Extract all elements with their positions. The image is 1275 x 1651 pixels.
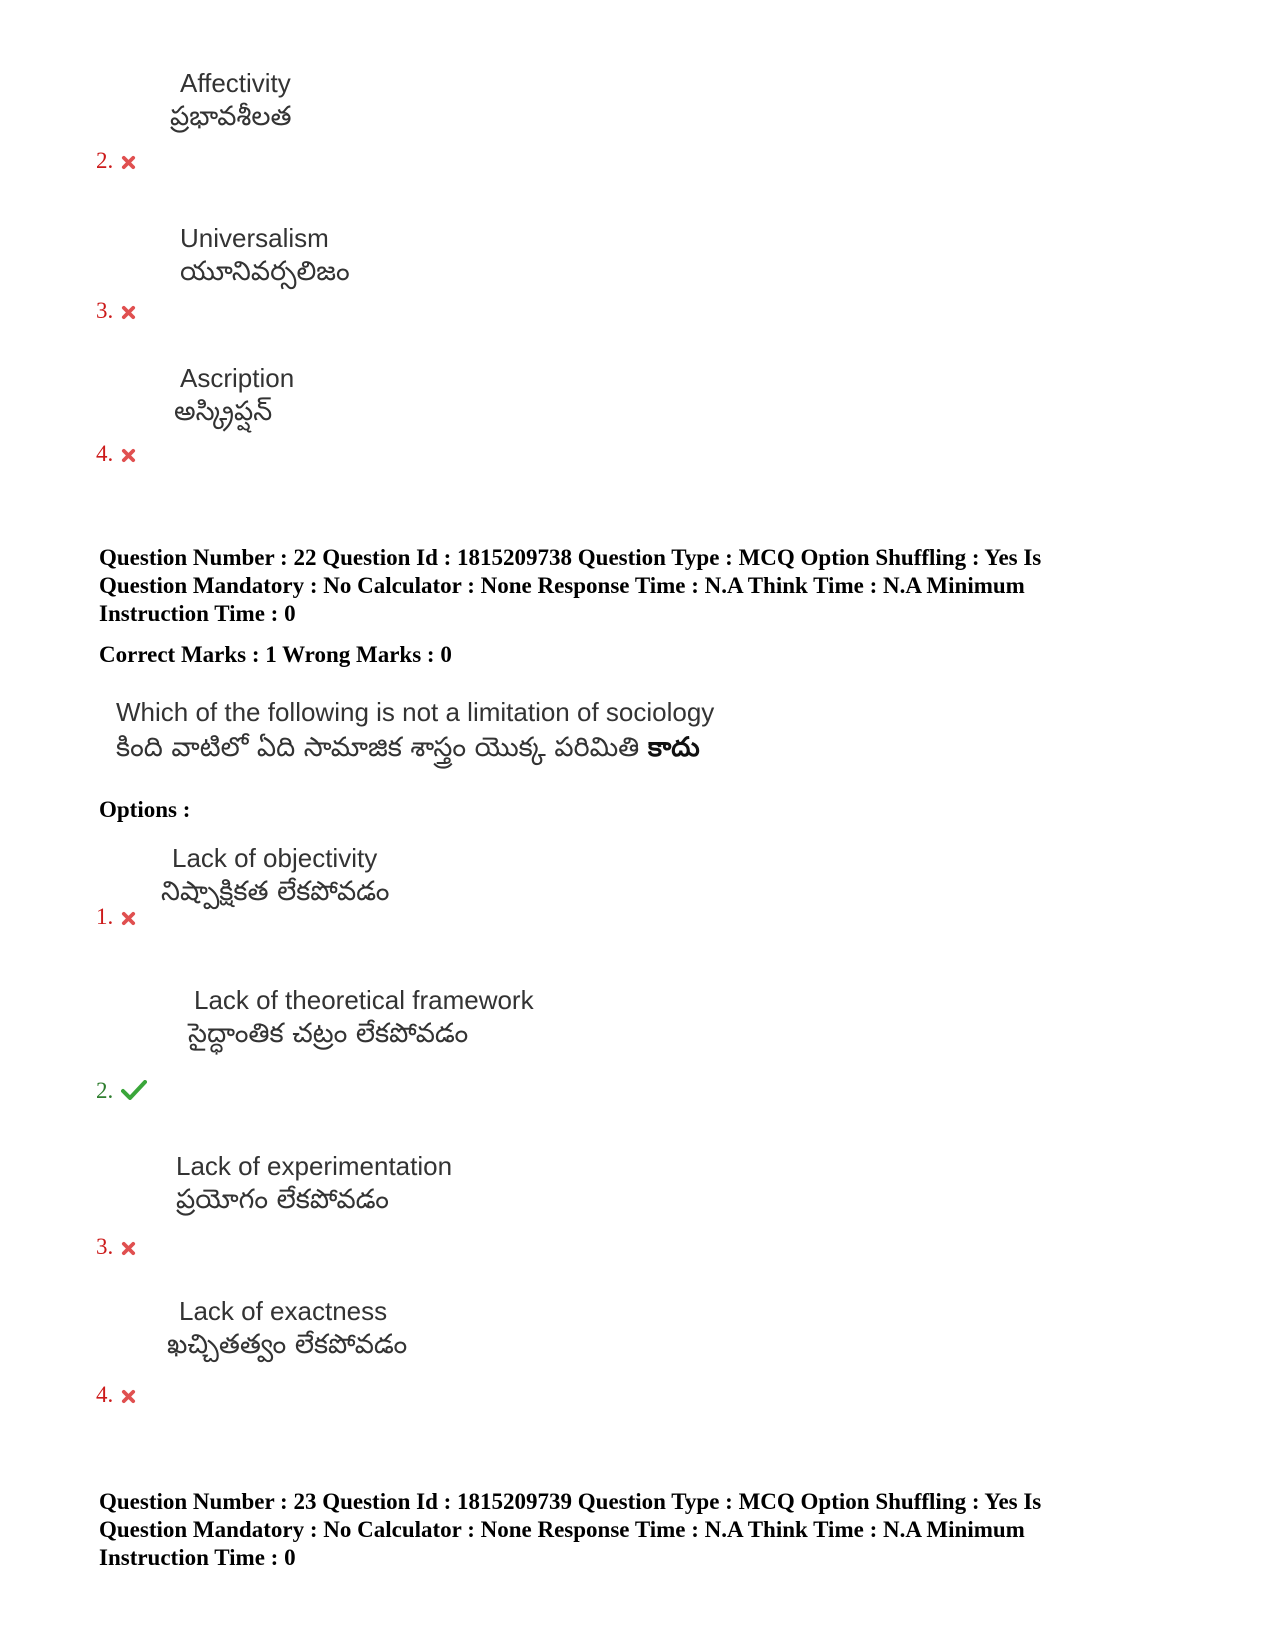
option-text-en: Lack of theoretical framework — [194, 985, 534, 1015]
option-text-en: Lack of exactness — [179, 1296, 388, 1326]
question-emphasis: కాదు — [647, 731, 700, 763]
option-text-te: ప్రభావశీలత — [170, 100, 292, 132]
option-number: 1. — [96, 904, 136, 932]
option-number: 2. — [96, 148, 136, 176]
option-text-en: Lack of experimentation — [176, 1151, 453, 1181]
option-text-en: Ascription — [180, 363, 295, 393]
option-text-te: ప్రయోగం లేకపోవడం — [176, 1183, 389, 1215]
cross-icon — [121, 300, 136, 326]
option-image-affectivity — [170, 67, 292, 133]
cross-icon — [121, 1236, 136, 1262]
option-number: 4. — [96, 441, 136, 469]
options-label: Options : — [99, 797, 191, 822]
option-image-2 — [188, 984, 534, 1050]
option-text-te: ఖచ్చితత్వం లేకపోవడం — [167, 1328, 408, 1360]
question-meta-23: Question Number : 23 Question Id : 1815209739 Question Type : MCQ Option Shuffling : Yes Is Question Mandatory : No Calculator : None Response Time : N.A Think Time : N.A Minimum Instruction Time : 0 — [99, 1489, 1042, 1570]
cross-icon — [121, 443, 136, 469]
cross-icon — [121, 1384, 136, 1410]
option-text-te: అస్క్రిప్షన్ — [174, 395, 273, 427]
question-text-en: Which of the following is not a limitation of sociology — [116, 697, 715, 727]
cross-icon — [121, 906, 136, 932]
check-icon — [121, 1080, 147, 1106]
option-number: 3. — [96, 1234, 136, 1262]
option-image-4 — [167, 1295, 408, 1361]
option-text-te: సైద్ధాంతిక చట్రం లేకపోవడం — [188, 1017, 469, 1049]
marks-line-22: Correct Marks : 1 Wrong Marks : 0 — [99, 642, 452, 667]
option-number: 2. — [96, 1078, 147, 1106]
option-text-te: యూనివర్సలిజం — [180, 255, 350, 287]
option-image-1 — [161, 842, 390, 908]
option-text-te: నిష్పాక్షికత లేకపోవడం — [161, 875, 390, 907]
option-text-en: Lack of objectivity — [172, 843, 378, 873]
option-image-ascription — [174, 362, 295, 428]
option-image-3 — [176, 1150, 452, 1216]
option-text-en: Affectivity — [180, 68, 291, 98]
question-meta-22: Question Number : 22 Question Id : 1815209738 Question Type : MCQ Option Shuffling : Yes Is Question Mandatory : No Calculator : None Response Time : N.A Think Time : N.A Minimum Instruction Time : 0 — [99, 545, 1042, 626]
option-text-en: Universalism — [180, 223, 329, 253]
option-number: 3. — [96, 298, 136, 326]
cross-icon — [121, 150, 136, 176]
question-text-22 — [116, 696, 714, 765]
option-number: 4. — [96, 1382, 136, 1410]
option-image-universalism — [180, 222, 350, 288]
question-text-te: కింది వాటిలో ఏది సామాజిక శాస్త్రం యొక్క పరిమితి కాదు — [116, 731, 700, 763]
